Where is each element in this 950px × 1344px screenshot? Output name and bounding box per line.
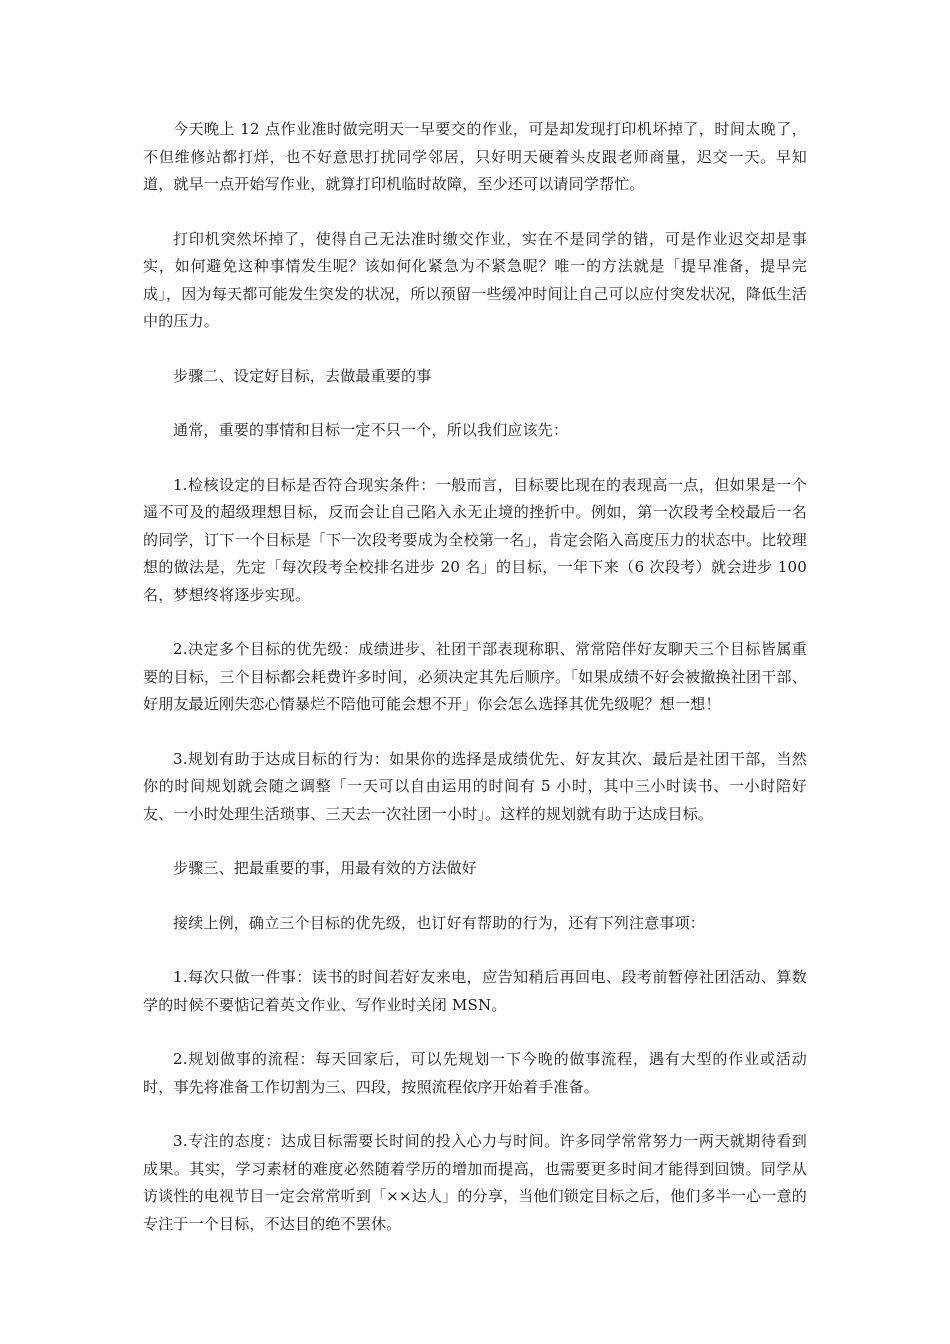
paragraph-printer-broken: 今天晚上 12 点作业准时做完明天一早要交的作业，可是却发现打印机坏掉了，时间太晚了，不但维修站都打烊，也不好意思打扰同学邻居，只好明天硬着头皮跟老师商量，迟交一天。早知道，就早一点开始写作业，就算打印机临时故障，至少还可以请同学帮忙。: [143, 120, 807, 193]
list-item-focus: 3.专注的态度：达成目标需要长时间的投入心力与时间。许多同学常常努力一两天就期待看到成果。其实，学习素材的难度必然随着学历的增加而提高，也需要更多时间才能得到回馈。同学从访谈性的电视节目一定会常常听到「××达人」的分享，当他们锁定目标之后，他们多半一心一意的专注于一个目标，不达目的绝不罢休。: [143, 1132, 807, 1233]
list-item-workflow: 2.规划做事的流程：每天回家后，可以先规划一下今晚的做事流程，遇有大型的作业或活动时，事先将准备工作切割为三、四段，按照流程依序开始着手准备。: [143, 1050, 807, 1096]
list-item-one-thing: 1.每次只做一件事：读书的时间若好友来电，应告知稍后再回电、段考前暂停社团活动、算数学的时候不要惦记着英文作业、写作业时关闭 MSN。: [143, 968, 807, 1014]
heading-step-two: 步骤二、设定好目标，去做最重要的事: [173, 366, 432, 385]
paragraph-continue-example: 接续上例，确立三个目标的优先级，也订好有帮助的行为，还有下列注意事项：: [173, 913, 706, 932]
paragraph-prepare-early: 打印机突然坏掉了，使得自己无法准时缴交作业，实在不是同学的错，可是作业迟交却是事实，如何避免这种事情发生呢？该如何化紧急为不紧急呢？唯一的方法就是「提早准备，提早完成」，因为每天都可能发生突发的状况，所以预留一些缓冲时间让自己可以应付突发状况，降低生活中的压力。: [143, 229, 807, 330]
list-item-plan-actions: 3.规划有助于达成目标的行为：如果你的选择是成绩优先、好友其次、最后是社团干部，当然你的时间规划就会随之调整「一天可以自由运用的时间有 5 小时，其中三小时读书、一小时陪好友、一小时处理生活琐事、三天去一次社团一小时」。这样的规划就有助于达成目标。: [143, 749, 807, 823]
list-item-priorities: 2.决定多个目标的优先级：成绩进步、社团干部表现称职、常常陪伴好友聊天三个目标皆属重要的目标，三个目标都会耗费许多时间，必须决定其先后顺序。「如果成绩不好会被撤换社团干部、好朋友最近刚失恋心情暴烂不陪他可能会想不开」你会怎么选择其优先级呢？想一想！: [143, 640, 807, 713]
document-body: [143, 116, 807, 1265]
list-item-check-goals: 1.检核设定的目标是否符合现实条件：一般而言，目标要比现在的表现高一点，但如果是一个遥不可及的超级理想目标，反而会让自己陷入永无止境的挫折中。例如，第一次段考全校最后一名的同学，订下一个目标是「下一次段考要成为全校第一名」，肯定会陷入高度压力的状态中。比较理想的做法是，先定「每次段考全校排名进步 20 名」的目标，一年下来（6 次段考）就会进步 100 名，梦想终将逐步实现。: [143, 475, 807, 604]
paragraph-goals-intro: 通常，重要的事情和目标一定不只一个，所以我们应该先：: [173, 421, 569, 439]
heading-step-three: 步骤三、把最重要的事，用最有效的方法做好: [173, 859, 478, 877]
